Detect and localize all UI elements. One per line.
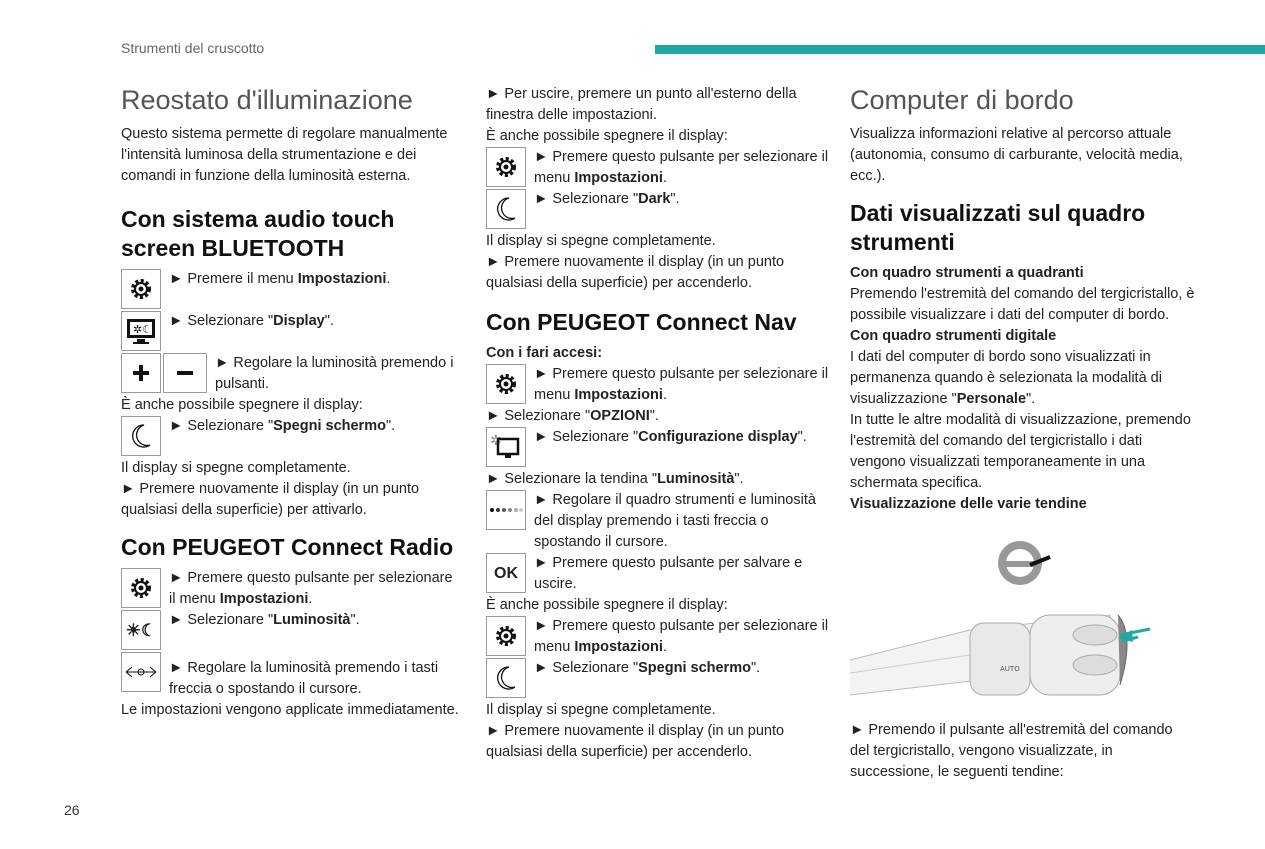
text-bold: Impostazioni (574, 387, 663, 403)
text: . (662, 387, 667, 403)
minus-icon (163, 353, 207, 393)
step-row (121, 353, 461, 395)
step-row (486, 364, 831, 406)
text-bold: Dark (638, 191, 671, 207)
subheading: Visualizzazione delle varie tendine (850, 496, 1087, 512)
moon-icon (121, 416, 161, 456)
text: Premendo l'estremità del comando del tergicristallo, è possibile visualizzare i dati del computer di bordo. (850, 286, 1195, 323)
text: ". (385, 418, 396, 434)
text-bold: Spegni schermo (638, 660, 751, 676)
text: Il display si spegne completamente. (486, 702, 716, 718)
stalk-auto-label: AUTO (1000, 665, 1020, 673)
text: ► Selezionare " (169, 313, 274, 329)
text: È anche possibile spegnere il display: (121, 397, 363, 413)
text: ► Premere il menu (169, 271, 298, 287)
text: . (662, 170, 667, 186)
text: Le impostazioni vengono applicate immediatamente. (121, 702, 459, 718)
text-bold: Impostazioni (297, 271, 387, 287)
wiper-stalk-illustration (850, 535, 1195, 712)
text-bold: Personale (956, 391, 1027, 407)
text: È anche possibile spegnere il display: (486, 597, 728, 613)
text: ► Selezionare " (534, 660, 639, 676)
text: ► Premendo il pulsante all'estremità del comando del tergicristallo, vengono visualizzate, in successione, le seguenti tendine: (850, 722, 1173, 780)
text: ". (649, 408, 659, 424)
text-bold: Impostazioni (219, 591, 309, 607)
heading-bluetooth: Con sistema audio touch screen BLUETOOTH (121, 206, 395, 261)
subheading: Con quadro strumenti a quadranti (850, 265, 1084, 281)
text-bold: Configurazione display (638, 429, 798, 445)
text: ► Selezionare " (169, 418, 274, 434)
text: ► Regolare la luminosità premendo i pulsanti. (215, 355, 454, 392)
step-row (486, 658, 831, 700)
intro-text: Questo sistema permette di regolare manualmente l'intensità luminosa della strumentazione e dei comandi in funzione della luminosità esterna. (121, 126, 448, 184)
plus-icon (121, 353, 161, 393)
text-bold: Impostazioni (574, 170, 663, 186)
text: È anche possibile spegnere il display: (486, 128, 728, 144)
text: . (308, 591, 313, 607)
text-bold: Impostazioni (574, 639, 663, 655)
step-row (121, 416, 461, 458)
text: ► Premere questo pulsante per selezionare il menu (534, 618, 829, 655)
brightness-slider-icon (486, 490, 526, 530)
step-row (121, 568, 461, 610)
text: ► Premere questo pulsante per salvare e uscire. (534, 555, 803, 592)
step-row (486, 616, 831, 658)
text: ► Premere nuovamente il display (in un punto qualsiasi della superficie) per accenderlo. (486, 254, 785, 291)
text: ► Regolare la luminosità premendo i tasti freccia o spostando il cursore. (169, 660, 439, 697)
text: I dati del computer di bordo sono visualizzati in permanenza quando è selezionata la modalità di visualizzazione " (850, 349, 1162, 407)
text: ► Selezionare " (169, 612, 274, 628)
text-bold: OPZIONI (590, 408, 650, 424)
column-3 (850, 84, 1195, 783)
steering-wheel-icon (998, 541, 1050, 585)
gear-icon (121, 568, 161, 608)
title-computer: Computer di bordo (850, 85, 1074, 115)
text: ► Selezionare " (534, 429, 639, 445)
text: ► Premere questo pulsante per selezionare il menu (169, 570, 453, 607)
text: ► Premere questo pulsante per selezionare il menu (534, 366, 829, 403)
gear-icon (486, 616, 526, 656)
title-reostato: Reostato d'illuminazione (121, 85, 413, 115)
text-bold: Luminosità (273, 612, 351, 628)
heading-dati: Dati visualizzati sul quadro strumenti (850, 200, 1146, 255)
section-header: Strumenti del cruscotto (121, 40, 265, 56)
sun-moon-icon: ☀☾ (121, 610, 161, 650)
text: ". (670, 191, 680, 207)
column-2 (486, 84, 831, 763)
text: ". (797, 429, 807, 445)
svg-text:✲☾: ✲☾ (133, 323, 153, 336)
text: ► Premere nuovamente il display (in un punto qualsiasi della superficie) per attivarlo. (121, 481, 420, 518)
text: ► Premere questo pulsante per selezionare il menu (534, 149, 829, 186)
slider-arrows-icon (121, 652, 161, 692)
step-row (486, 189, 831, 231)
text: . (662, 639, 667, 655)
text: ► Regolare il quadro strumenti e luminosità del display premendo i tasti freccia o spostando il cursore. (534, 492, 816, 550)
text: ". (324, 313, 334, 329)
text: ". (1026, 391, 1036, 407)
moon-icon (486, 189, 526, 229)
step-row (486, 553, 831, 595)
page-number: 26 (64, 802, 80, 818)
step-row (486, 147, 831, 189)
subheading: Con quadro strumenti digitale (850, 328, 1057, 344)
step-row (486, 490, 831, 553)
intro-text: Visualizza informazioni relative al percorso attuale (autonomia, consumo di carburante, velocità media, ecc.). (850, 126, 1183, 184)
step-row (121, 610, 461, 652)
heading-connect-radio: Con PEUGEOT Connect Radio (121, 534, 454, 560)
text: ". (734, 471, 744, 487)
column-1 (121, 84, 461, 721)
moon-icon (486, 658, 526, 698)
text: ". (350, 612, 360, 628)
text-bold: Luminosità (657, 471, 735, 487)
display-brightness-icon (121, 311, 161, 351)
text: ". (750, 660, 761, 676)
text: ► Selezionare la tendina " (486, 471, 658, 487)
heading-connect-nav: Con PEUGEOT Connect Nav (486, 309, 797, 335)
gear-icon (486, 364, 526, 404)
ok-button-icon: OK (486, 553, 526, 593)
subheading: Con i fari accesi: (486, 345, 603, 361)
text-bold: Spegni schermo (273, 418, 386, 434)
text: ► Selezionare " (486, 408, 591, 424)
svg-text:✲: ✲ (490, 433, 502, 449)
step-row (486, 427, 831, 469)
gear-icon (486, 147, 526, 187)
step-row (121, 311, 461, 353)
display-config-icon (486, 427, 526, 467)
step-row (121, 652, 461, 700)
text: . (386, 271, 391, 287)
text: Il display si spegne completamente. (486, 233, 716, 249)
gear-icon (121, 269, 161, 309)
text: In tutte le altre modalità di visualizzazione, premendo l'estremità del comando del tergicristallo i dati vengono visualizzati temporaneamente in una schermata specifica. (850, 412, 1191, 491)
header-accent-bar (655, 45, 1265, 54)
text: ► Premere nuovamente il display (in un punto qualsiasi della superficie) per accenderlo. (486, 723, 785, 760)
text: ► Selezionare " (534, 191, 639, 207)
text: Il display si spegne completamente. (121, 460, 351, 476)
step-row (121, 269, 461, 311)
text: ► Per uscire, premere un punto all'esterno della finestra delle impostazioni. (486, 86, 797, 123)
text-bold: Display (273, 313, 325, 329)
